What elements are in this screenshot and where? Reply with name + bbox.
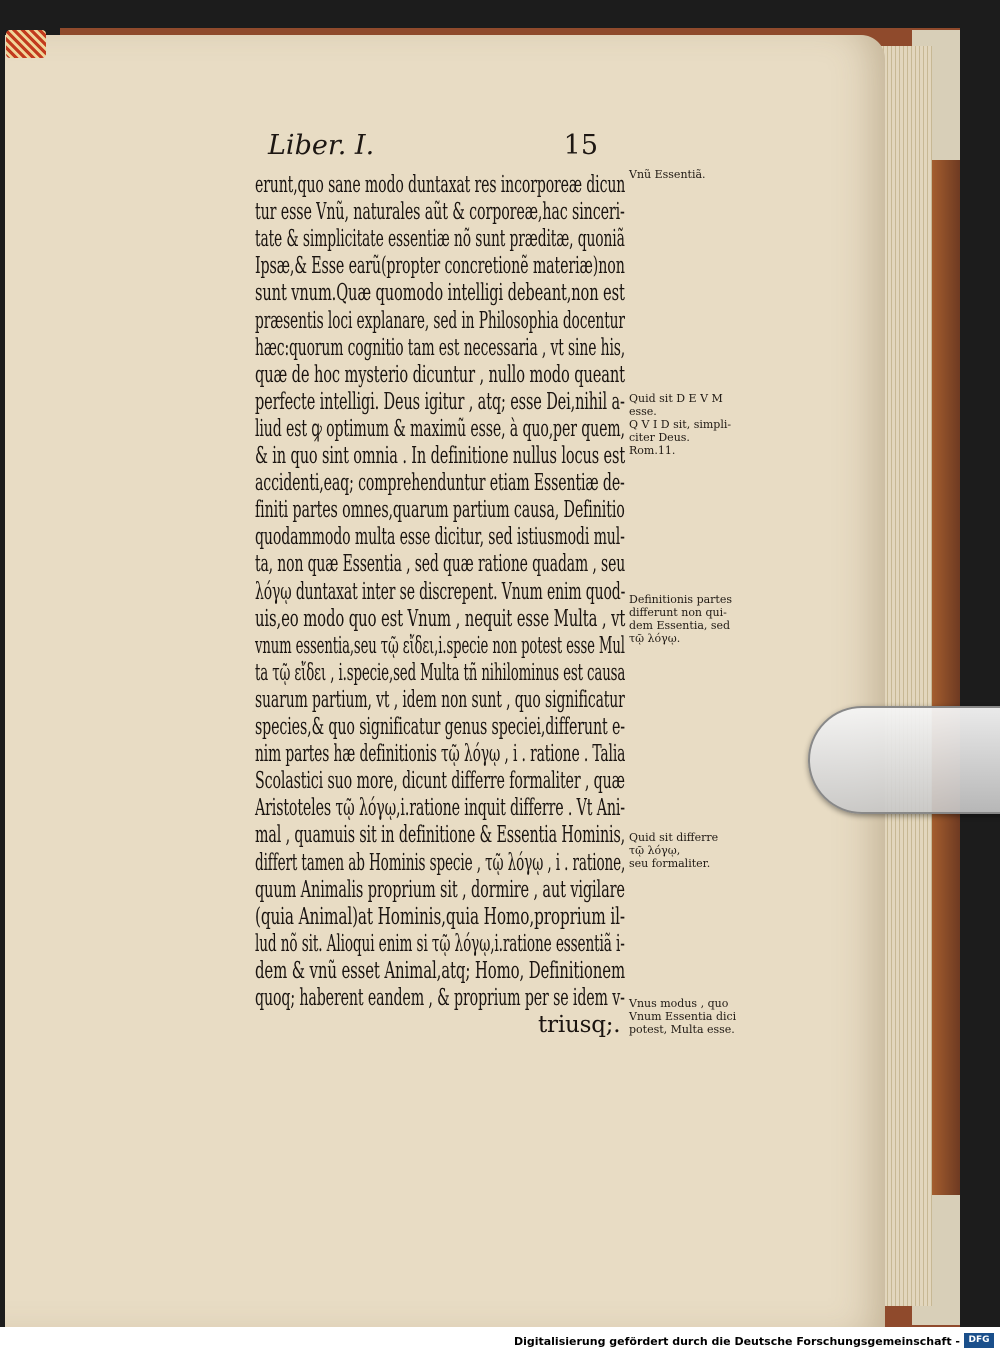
text-line: quæ de hoc mysterio dicuntur , nullo modo queant: [255, 361, 625, 388]
text-line: triusq;.: [538, 1012, 621, 1039]
footer-bar: [0, 1327, 1000, 1353]
text-line: accidenti,eaq; comprehenduntur etiam Essentiæ de-: [255, 470, 625, 497]
text-line: species,& quo significatur genus speciei,differunt e-: [255, 714, 625, 740]
text-line: (quia Animal)at Hominis,quia Homo,proprium il-: [255, 903, 625, 930]
marginal-note: [629, 392, 769, 457]
marginal-note-line: citer Deus.: [629, 431, 690, 444]
marginal-note-line: dem Essentia, sed: [629, 619, 731, 632]
marginal-note-line: Quid sit differre: [629, 831, 719, 844]
running-title: Liber. I.: [268, 130, 375, 161]
text-line: erunt,quo sane modo duntaxat res incorporeæ dicun: [255, 172, 626, 198]
text-line: Ipsæ,& Esse earũ(propter concretionẽ materiæ)non: [255, 253, 625, 280]
marginal-note-line: Vnum Essentia dici: [629, 1010, 737, 1023]
marginal-note-line: seu formaliter.: [629, 857, 711, 870]
text-line: & in quo sint omnia . In definitione nullus locus est: [255, 443, 626, 469]
funding-credit: Digitalisierung gefördert durch die Deutsche Forschungsgemeinschaft -: [513, 1335, 960, 1348]
marginal-note-line: Rom.11.: [629, 444, 676, 457]
text-line: quum Animalis proprium sit , dormire , aut vigilare: [255, 876, 625, 903]
text-line: Aristoteles τῷ λόγῳ,i.ratione inquit differre . Vt Ani-: [255, 795, 625, 822]
marginal-note-line: Definitionis partes: [629, 593, 733, 606]
text-line: λόγῳ duntaxat inter se discrepent. Vnum enim quod-: [255, 578, 626, 605]
text-line: quodammodo multa esse dicitur, sed istiusmodi mul-: [255, 524, 625, 551]
marginal-note-line: Vnũ Essentiã.: [629, 168, 706, 181]
text-line: dem & vnũ esset Animal,atq; Homo, Definitionem: [255, 957, 626, 984]
marginal-note: [629, 831, 769, 870]
marginal-note-line: τῷ λόγῳ,: [629, 844, 681, 857]
marginal-note-line: τῷ λόγῳ.: [629, 632, 681, 645]
marginal-note-line: differunt non qui-: [629, 606, 727, 619]
marginal-note-line: Quid sit D E V M: [629, 392, 723, 405]
marginal-note-line: Vnus modus , quo: [629, 997, 729, 1010]
text-line: tur esse Vnũ, naturales aũt & corporeæ,hac sinceri-: [255, 199, 625, 226]
text-line: quoq; haberent eandem , & proprium per se idem v-: [255, 985, 625, 1011]
text-line: tate & simplicitate essentiæ nõ sunt præditæ, quoniã: [255, 226, 625, 253]
text-line: nim partes hæ definitionis τῷ λόγῳ , i . ratione . Talia: [255, 741, 626, 768]
marginal-note-line: potest, Multa esse.: [629, 1023, 735, 1036]
text-line: hæc:quorum cognitio tam est necessaria , vt sine his,: [255, 334, 626, 361]
text-line: vnum essentia,seu τῷ εἴδει,i.specie non potest esse Mul: [255, 632, 625, 659]
text-line: uis,eo modo quo est Vnum , nequit esse Multa , vt: [255, 605, 626, 632]
text-line: perfecte intelligi. Deus igitur , atq; esse Dei,nihil a-: [255, 388, 625, 415]
text-line: finiti partes omnes,quarum partium causa, Definitio: [255, 497, 625, 524]
page-number: 15: [563, 130, 598, 161]
marginal-note: [629, 593, 769, 645]
text-line: lud nõ sit. Alioqui enim si τῷ λόγῳ,i.ratione essentiã i-: [255, 930, 625, 957]
marginal-note-line: esse.: [629, 405, 657, 418]
text-line: suarum partium, vt , idem non sunt , quo significatur: [255, 686, 625, 713]
marginal-note: [629, 997, 769, 1036]
marginal-note-line: Q V I D sit, simpli-: [629, 418, 732, 431]
text-line: Scolastici suo more, dicunt differre formaliter , quæ: [255, 768, 625, 795]
dfg-logo: DFG: [964, 1333, 994, 1348]
text-line: differt tamen ab Hominis specie , τῷ λόγῳ , i . ratione,: [255, 849, 626, 876]
text-line: præsentis loci explanare, sed in Philosophia docentur: [255, 307, 625, 334]
text-line: sunt vnum.Quæ quomodo intelligi debeant,non est: [255, 280, 625, 307]
marginal-note: [629, 168, 769, 181]
text-line: mal , quamuis sit in definitione & Essentia Hominis,: [255, 822, 626, 849]
text-line: liud est ꝙ optimum & maximũ esse, à quo,per quem,: [255, 415, 625, 442]
text-line: ta, non quæ Essentia , sed quæ ratione quadam , seu: [255, 551, 626, 578]
page-holder-clip: [808, 706, 1000, 814]
text-line: ta τῷ εἴδει , i.specie,sed Multa tñ nihilominus est causa: [255, 659, 626, 686]
